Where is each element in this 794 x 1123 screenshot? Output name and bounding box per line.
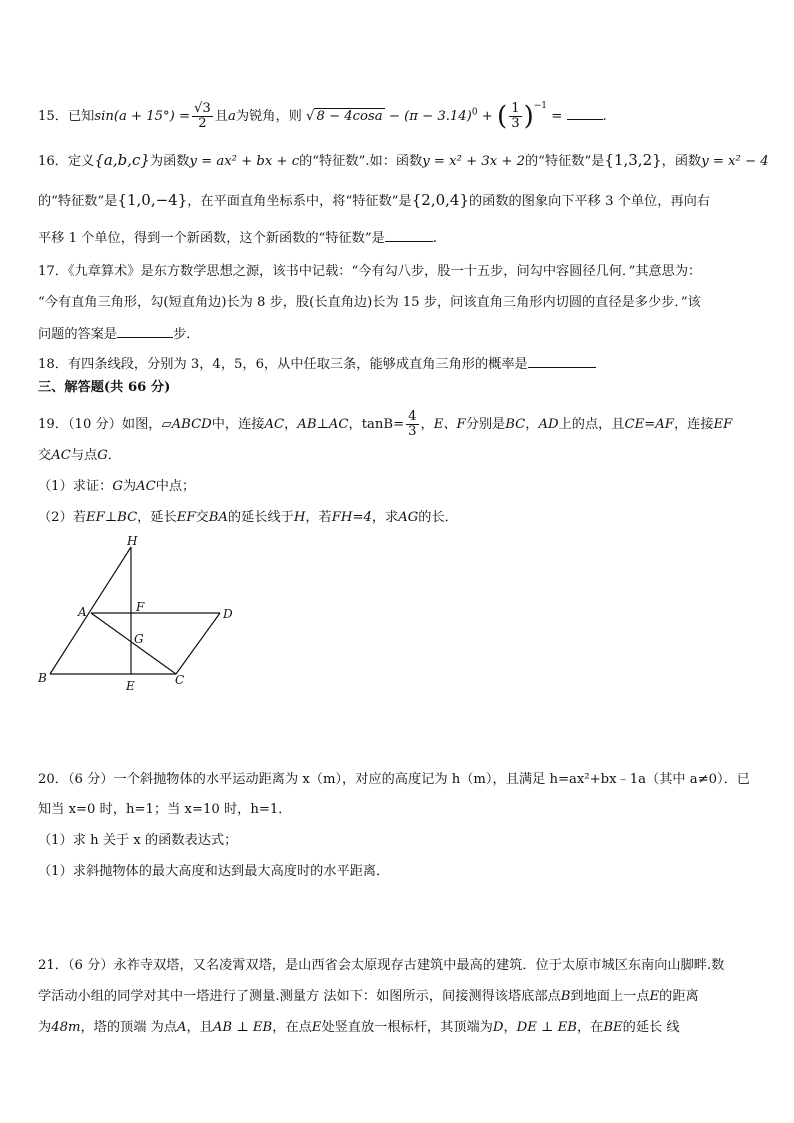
question-19-part1: [38, 477, 195, 497]
q21-l3-e: 处竖直放一根标杆，其顶端为: [321, 1020, 493, 1035]
q19-p2-h: H: [293, 510, 306, 525]
label-d: D: [223, 607, 233, 621]
q19-p2-a: （2）若: [38, 510, 86, 525]
q19-ad: AD: [538, 417, 559, 432]
q20-line2: 知当 x=0 时，h=1；当 x=10 时，h=1．: [38, 802, 292, 817]
q19-p2-fh: FH=4: [331, 510, 372, 525]
q21-line1: 21．（6 分）永祚寺双塔，又名凌霄双塔，是山西省会太原现存古建筑中最高的建筑．位于太原市城区东南向山脚畔.数: [38, 958, 725, 973]
q19-p2-ba: BA: [208, 510, 228, 525]
q15-number: 15．已知: [38, 109, 95, 124]
q19-text-f: ，连接: [673, 417, 714, 432]
q17-line3: [38, 324, 200, 345]
q21-l3-d: ，在点: [272, 1020, 312, 1035]
q16-l2-c: 的函数的图象向下平移 3 个单位，再向右: [469, 194, 710, 209]
q16-text-d: 的“特征数”是: [524, 154, 605, 169]
q19-comma2: ，: [348, 417, 362, 432]
line-cd: [176, 613, 220, 674]
q17-l3-b: 步．: [173, 327, 200, 342]
q21-l2-e-pt: E: [649, 989, 660, 1004]
q15-sin-expr: sin(a + 15°) =: [94, 109, 191, 124]
q16-answer-blank[interactable]: [385, 228, 433, 242]
q19-parallelogram: ▱ABCD: [161, 417, 212, 432]
q19-p2-ef-perp-bc: EF⊥BC: [85, 510, 138, 525]
q16-l2-a: 的“特征数”是: [38, 194, 118, 209]
q19-text-b: 中，连接: [211, 417, 265, 432]
question-16-line2: [38, 190, 710, 212]
question-16-line1: [38, 150, 769, 172]
q21-l2-b-pt: B: [560, 989, 571, 1004]
q19-ef: EF: [713, 417, 733, 432]
q19-p2-e: ，若: [305, 510, 332, 525]
q21-ab-perp-eb: AB ⊥ EB: [212, 1020, 273, 1035]
q16-func2: y = x² + 3x + 2: [422, 154, 525, 169]
q21-l3-f: ，: [503, 1020, 517, 1035]
q19-p1-a: （1）求证：: [38, 479, 113, 494]
q15-inv-den: 3: [511, 116, 520, 131]
q16-l3-a: 平移 1 个单位，得到一个新函数，这个新函数的“特征数”是: [38, 231, 385, 246]
q20-line1: 20．（6 分）一个斜抛物体的水平运动距离为 x（m），对应的高度记为 h（m），且满足 h=ax²+bx﹣1a（其中 a≠0）．已: [38, 772, 750, 787]
label-h: H: [127, 534, 138, 548]
q19-frac-num: 4: [408, 409, 417, 424]
q15-pi-expr: (π − 3.14): [404, 109, 472, 124]
q19-p2-b: ，延长: [137, 510, 177, 525]
q21-a-pt: A: [177, 1020, 187, 1035]
q21-l3-a: 为: [38, 1020, 52, 1035]
q15-fraction: [192, 102, 213, 131]
q16-text-b: 为函数: [149, 154, 190, 169]
q19-l2-ac: AC: [51, 448, 71, 463]
q15-end: .: [602, 109, 607, 124]
q18-text: 18．有四条线段，分别为 3，4，5，6，从中任取三条，能够成直角三角形的概率是: [38, 357, 528, 372]
q17-line1: 17．《九章算术》是东方数学思想之源，该书中记载：“今有勾八步，股一十五步，问勾中容圆径几何．”其意思为：: [38, 264, 702, 279]
q21-l2-c: 的距离: [659, 989, 699, 1004]
q19-text-c: ，: [420, 417, 434, 432]
q16-set-204: {2,0,4}: [411, 191, 469, 209]
question-19-line1: [38, 410, 732, 439]
q15-pow-neg1: −1: [533, 101, 548, 111]
q15-inv-num: 1: [511, 101, 520, 116]
q16-func1: y = ax² + bx + c: [189, 154, 300, 169]
q19-l2-g: G: [97, 448, 108, 463]
q19-comma: ，: [284, 417, 298, 432]
q19-num: 19．（10 分）如图，: [38, 417, 162, 432]
q19-tanb: tanB: [361, 417, 394, 432]
q16-set-abc: {a,b,c}: [94, 151, 150, 169]
q19-text-d: 分别是: [465, 417, 506, 432]
q16-text-c: 的“特征数”.如：函数: [299, 154, 423, 169]
q19-frac-den: 3: [408, 424, 417, 439]
q15-cond2: 为锐角，则: [235, 109, 302, 124]
question-16-line3: [38, 228, 437, 249]
q17-answer-blank[interactable]: [117, 324, 173, 338]
q15-frac-den: 2: [198, 116, 207, 131]
q19-p1-ac: AC: [136, 479, 156, 494]
q19-bc: BC: [505, 417, 526, 432]
label-g: G: [134, 632, 144, 646]
q19-ef-pts: E、F: [433, 417, 466, 432]
q15-rparen: ): [523, 101, 534, 132]
q21-l3-e-pt: E: [311, 1020, 322, 1035]
q19-fraction: [406, 410, 418, 439]
q19-l2-b: 与点: [70, 448, 98, 463]
q15-minus: −: [388, 109, 400, 124]
q17-l3-a: 问题的答案是: [38, 327, 118, 342]
q19-ab-perp-ac: AB⊥AC: [297, 417, 349, 432]
label-f: F: [136, 600, 145, 614]
q19-p2-c: 交: [195, 510, 209, 525]
q15-inv-fraction: [509, 102, 521, 131]
q19-eq: =: [393, 417, 405, 432]
q19-p1-g: G: [112, 479, 123, 494]
q19-p1-b: 为: [122, 479, 137, 494]
q16-l2-b: ，在平面直角坐标系中，将“特征数”是: [187, 194, 412, 209]
q19-geometry-figure: [30, 532, 250, 697]
q19-l2-c: ．: [107, 448, 121, 463]
q19-p1-c: 中点；: [155, 479, 196, 494]
q16-num: 16．定义: [38, 154, 95, 169]
q21-dist: 48m: [51, 1020, 81, 1035]
q16-func3: y = x² − 4: [701, 154, 769, 169]
q17-line2: “今有直角三角形，勾(短直角边)长为 8 步，股(长直角边)长为 15 步，问该直角三角形内切圆的直径是多少步．”该: [38, 295, 701, 310]
q21-d-pt: D: [492, 1020, 504, 1035]
question-19-line2: [38, 446, 121, 466]
q21-line2: [38, 987, 699, 1007]
q21-be: BE: [603, 1020, 623, 1035]
q21-l3-g: ，在: [576, 1020, 604, 1035]
q19-ac: AC: [264, 417, 285, 432]
q19-text-e: 上的点，且: [558, 417, 625, 432]
q19-p2-g: 的长．: [418, 510, 458, 525]
q19-p2-d: 的延长线于: [227, 510, 294, 525]
label-c: C: [175, 673, 185, 687]
q15-frac-num: √3: [194, 101, 211, 116]
q20-line4: （1）求斜抛物体的最大高度和达到最大高度时的水平距离．: [38, 864, 390, 879]
q16-set-132: {1,3,2}: [604, 151, 662, 169]
question-15: 15．已知sin(a + 15°) = $\frac{√3}{2}$ 且a为锐角，则 √ $8 - 4\cos a - (\pi - 3.14)^0$ + ( $\frac{1}{3}$ )$^{-1}$ = .: [38, 101, 607, 132]
q16-set-10m4: {1,0,−4}: [117, 191, 188, 209]
q18-answer-blank[interactable]: [528, 354, 596, 368]
q16-text-e: ，函数: [661, 154, 702, 169]
q15-var-a: a: [228, 109, 236, 124]
question-19-part2: [38, 508, 458, 528]
label-a: A: [78, 605, 87, 619]
label-b: B: [38, 671, 47, 685]
q15-pow0: 0: [471, 107, 478, 118]
q19-l2-a: 交: [38, 448, 52, 463]
q16-l3-end: .: [432, 231, 437, 246]
q15-cond: 且: [214, 109, 229, 124]
q21-de-perp-eb: DE ⊥ EB: [516, 1020, 577, 1035]
q21-line3: [38, 1018, 680, 1038]
q21-l3-b: ，塔的顶端 为点: [80, 1020, 177, 1035]
q15-plus: +: [481, 109, 493, 124]
q19-p2-ef: EF: [176, 510, 196, 525]
q19-p2-f: ，求: [371, 510, 399, 525]
q21-l2-a: 学活动小组的同学对其中一塔进行了测量.测量方 法如下：如图所示，间接测得该塔底部点: [38, 989, 561, 1004]
line-bh: [50, 547, 131, 674]
q21-l2-b: 到地面上一点: [570, 989, 650, 1004]
q15-lparen: (: [497, 101, 508, 132]
q15-eq: =: [551, 109, 563, 124]
q19-ce-af: CE=AF: [624, 417, 674, 432]
q15-answer-blank[interactable]: [567, 106, 603, 120]
label-e: E: [126, 679, 135, 693]
section3-title: 三、解答题(共 66 分): [38, 380, 171, 395]
q15-sqrt-expr: 8 − 4cosa: [316, 109, 383, 124]
q19-p2-ag: AG: [398, 510, 419, 525]
q19-comma3: ，: [525, 417, 539, 432]
q21-l3-c: ，且: [186, 1020, 213, 1035]
q20-line3: （1）求 h 关于 x 的函数表达式；: [38, 833, 238, 848]
q21-l3-h: 的延长 线: [622, 1020, 680, 1035]
question-18: [38, 354, 596, 375]
